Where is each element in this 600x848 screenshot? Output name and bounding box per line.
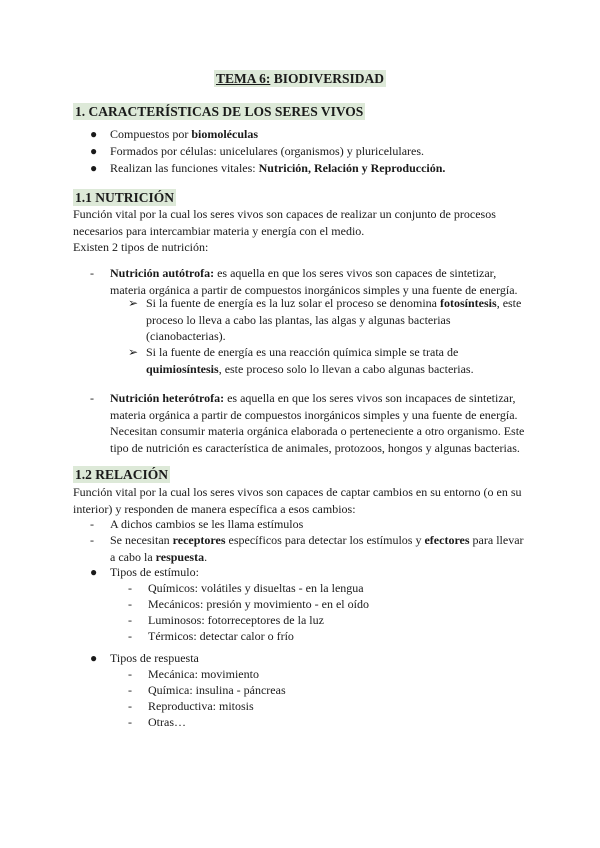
dash-icon: - [90,517,94,531]
bullet-dot-icon: ● [90,565,98,579]
arrow-bullet-icon: ➢ [128,345,139,359]
dash-icon: - [128,629,132,643]
page-title: TEMA 6: BIODIVERSIDAD [215,71,385,86]
dash-icon: - [90,266,94,280]
dash-icon: - [128,699,132,713]
section-heading-relacion: 1.2 RELACIÓN [75,467,169,482]
dash-icon: - [128,581,132,595]
bullet-dot-icon: ● [90,127,98,141]
bullet-dot-icon: ● [90,144,98,158]
dash-icon: - [128,683,132,697]
paragraph: Función vital por la cual los seres vivos son capaces de captar cambios en su entorno (o en su interior) y responden de manera específica a esos cambios: [73,485,522,516]
dash-icon: - [90,533,94,547]
paragraph: Función vital por la cual los seres vivos son capaces de realizar un conjunto de procesos necesarios para intercambiar materia y energía con el medio. Existen 2 tipos de nutrición: [73,207,496,254]
dash-icon: - [128,613,132,627]
section-heading-nutricion: 1.1 NUTRICIÓN [75,190,175,205]
section-heading-caracteristicas: 1. CARACTERÍSTICAS DE LOS SERES VIVOS [75,104,364,119]
bullet-dot-icon: ● [90,161,98,175]
dash-icon: - [128,715,132,729]
dash-icon: - [90,391,94,405]
dash-icon: - [128,597,132,611]
arrow-bullet-icon: ➢ [128,296,139,310]
bullet-dot-icon: ● [90,651,98,665]
dash-icon: - [128,667,132,681]
document-page: TEMA 6: BIODIVERSIDAD 1. CARACTERÍSTICAS DE LOS SERES VIVOS ● Compuestos por biomoléculas ● Formados por células: unicelulares (organismos) y pluricelulares. ● Realizan las funciones vitales: Nutrición, Relación y Reproducción. 1.1 NUTRICIÓN Función vital por la cual los seres vivos son capaces de realizar un conjunto de procesos necesarios para intercambiar materia y energía con el medio. Existen 2 tipos de nutrición: - Nutrición autótrofa: es aquella en que los seres vivos son capaces de sintetizar, materia orgánica a partir de compuestos inorgánicos simples y una fuente de energía. ➢ Si la fuente de energía es la luz solar el proceso se denomina fotosíntesis, este proceso lo lleva a cabo las plantas, las algas y algunas bacterias (cianobacterias). ➢ Si la fuente de energía es una reacción química simple se trata de quimiosíntesis, este proceso solo lo llevan a cabo algunas bacterias. - Nutrición heterótrofa: es aquella en que los seres vivos son incapaces de sintetizar, materia orgánica a partir de compuestos inorgánicos simples y una fuente de energía. Necesitan consumir materia orgánica elaborada o perteneciente a otro organismo. Este tipo de nutrición es característica de animales, protozoos, hongos y algunas bacterias. 1.2 RELACIÓN Función vital por la cual los seres vivos son capaces de captar cambios en su entorno (o en su interior) y responden de manera específica a esos cambios: - A dichos cambios se les llama estímulos - Se necesitan receptores específicos para detectar los estímulos y efectores para llevar a cabo la respuesta. ● Tipos de estímulo: - Químicos: volátiles y disueltas - en la lengua - Mecánicos: presión y movimiento - en el oído - Luminosos: fotorreceptores de la luz - Térmicos: detectar calor o frío ● Tipos de respuesta - Mecánica: movimiento - Química: insulina - páncreas - Reproductiva: mitosis - Otras… [0,0,600,848]
